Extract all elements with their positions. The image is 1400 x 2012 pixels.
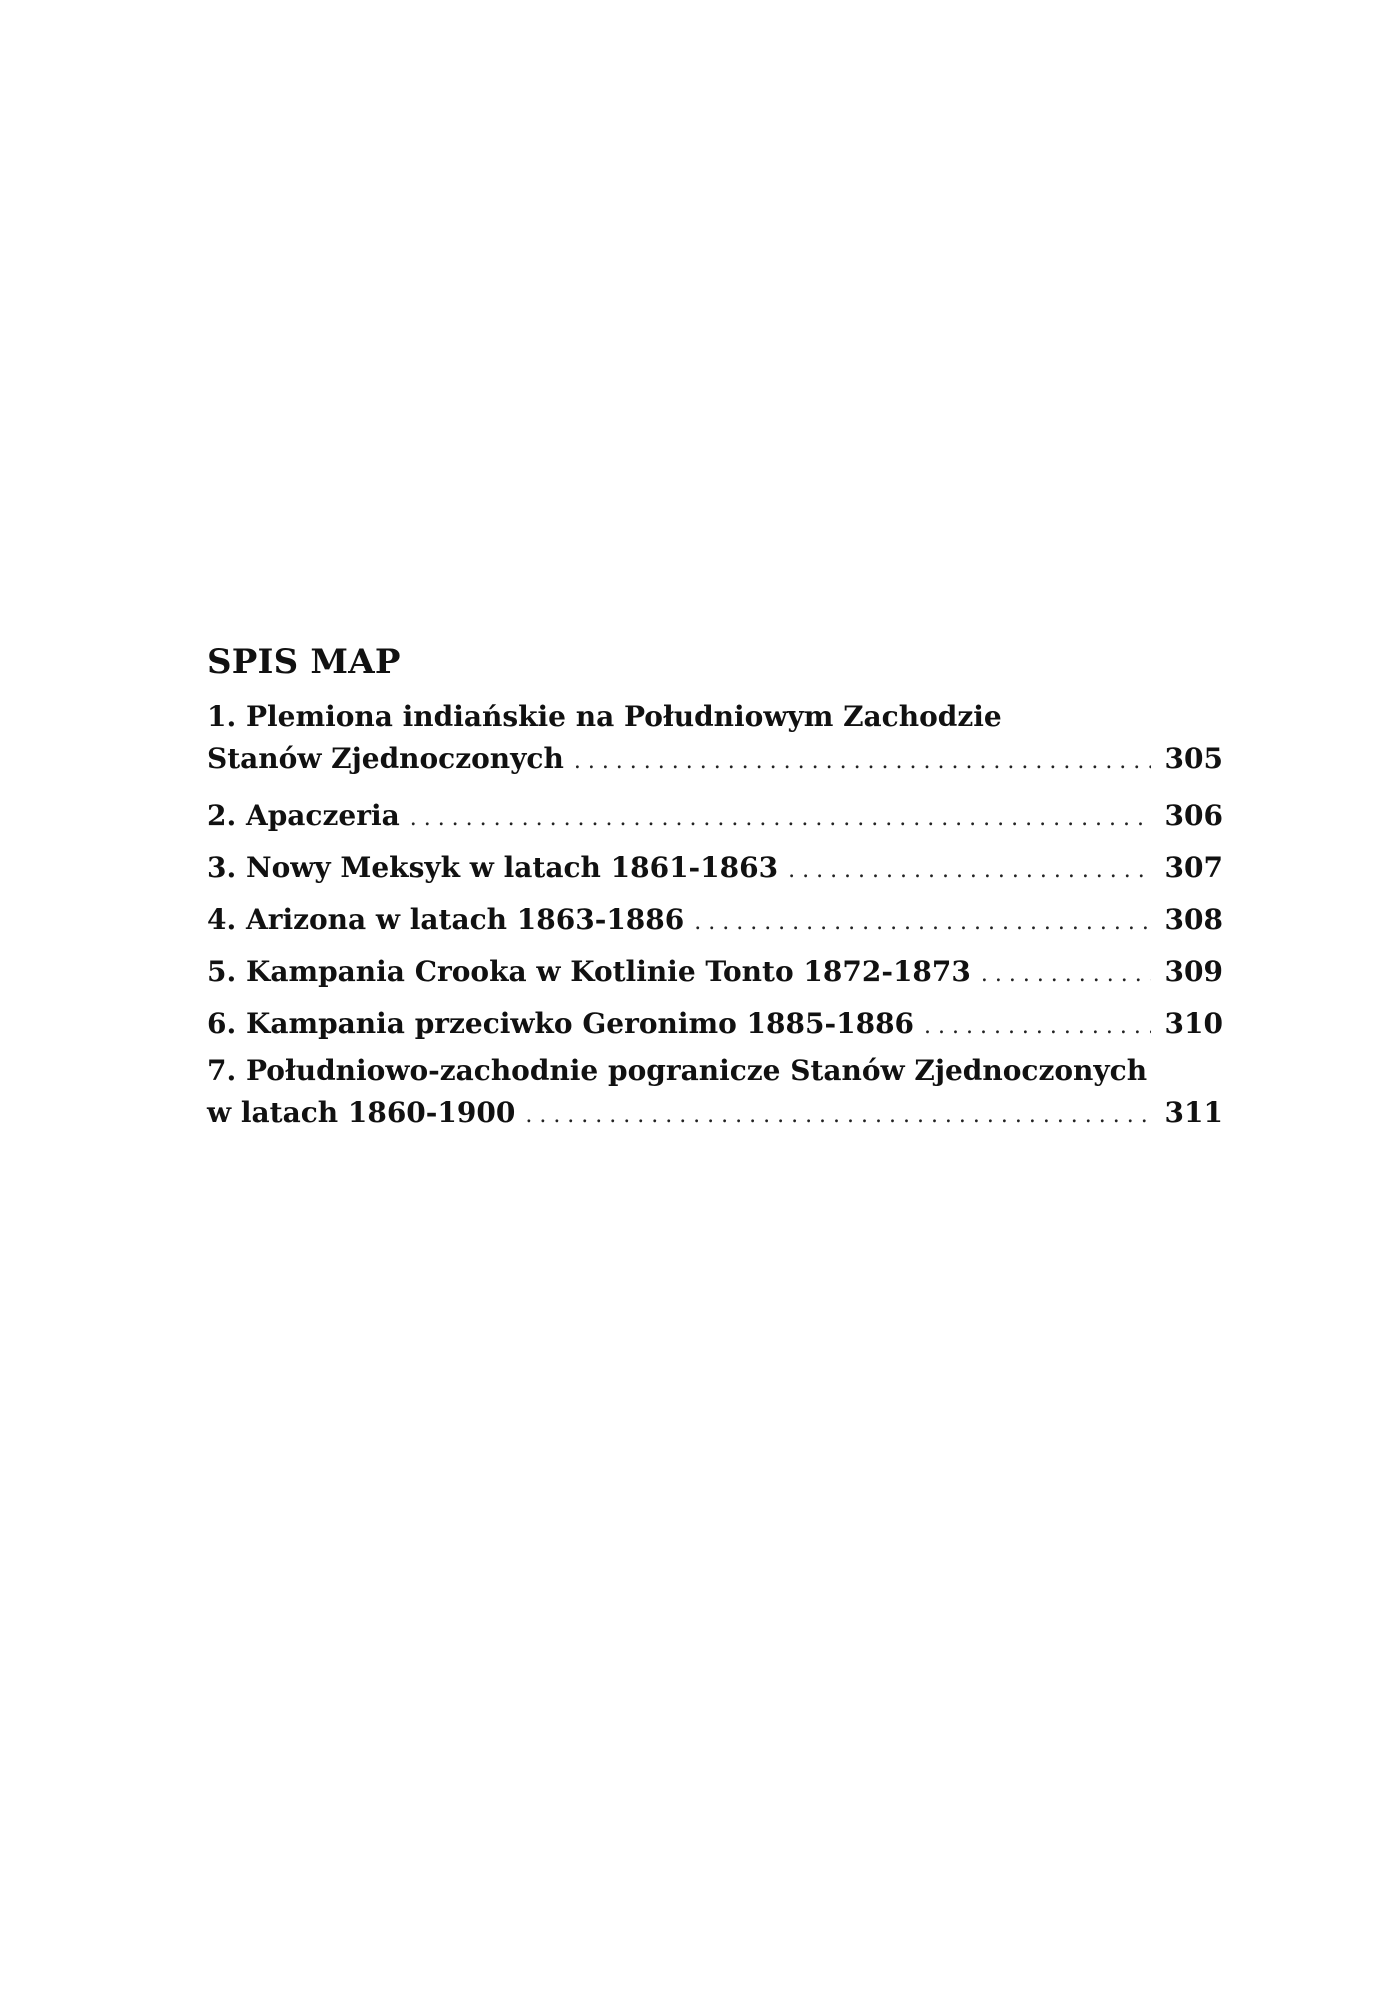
dot-leader — [694, 897, 1150, 949]
toc-entry-page-number: 311 — [1164, 1096, 1223, 1129]
list-of-maps — [207, 640, 1223, 1144]
toc-entry-row — [207, 790, 1223, 842]
dot-leader — [788, 845, 1150, 897]
page-title: SPIS MAP — [207, 642, 401, 682]
toc-entry-2 — [207, 790, 1223, 842]
toc-entry-title: w latach 1860-1900 — [207, 1096, 516, 1129]
toc-entry-row — [207, 946, 1223, 998]
toc-list — [207, 696, 1223, 1134]
toc-entry-title: 3. Nowy Meksyk w latach 1861-1863 — [207, 851, 779, 884]
toc-entry-page-number: 309 — [1164, 955, 1223, 988]
toc-entry-page-number: 310 — [1164, 1007, 1223, 1040]
toc-entry-page-number: 308 — [1164, 903, 1223, 936]
toc-entry-4 — [207, 894, 1223, 946]
toc-entry-title: 4. Arizona w latach 1863-1886 — [207, 903, 685, 936]
toc-entry-title: 2. Apaczeria — [207, 799, 400, 832]
toc-entry-6 — [207, 998, 1223, 1050]
toc-entry-row — [207, 1092, 1223, 1134]
dot-leader — [924, 1001, 1151, 1053]
toc-entry-title: Stanów Zjednoczonych — [207, 742, 564, 775]
dot-leader — [574, 741, 1151, 783]
toc-entry-title-line1: 7. Południowo-zachodnie pogranicze Stanów Zjednoczonych — [207, 1054, 1148, 1087]
toc-entry-title: 6. Kampania przeciwko Geronimo 1885-1886 — [207, 1007, 915, 1040]
toc-entry-title-line1: 1. Plemiona indiańskie na Południowym Zachodzie — [207, 700, 1002, 733]
toc-entry-row — [207, 738, 1223, 780]
toc-entry-row — [207, 842, 1223, 894]
dot-leader — [525, 1095, 1150, 1137]
toc-entry-page-number: 305 — [1164, 742, 1223, 775]
dot-leader — [981, 949, 1151, 1001]
toc-entry-page-number: 306 — [1164, 799, 1223, 832]
toc-entry-7 — [207, 1050, 1223, 1134]
toc-entry-title: 5. Kampania Crooka w Kotlinie Tonto 1872-1873 — [207, 955, 971, 988]
toc-entry-row — [207, 894, 1223, 946]
toc-entry-1 — [207, 696, 1223, 780]
toc-entry-row — [207, 998, 1223, 1050]
toc-entry-3 — [207, 842, 1223, 894]
toc-entry-5 — [207, 946, 1223, 998]
dot-leader — [410, 793, 1151, 845]
toc-entry-page-number: 307 — [1164, 851, 1223, 884]
